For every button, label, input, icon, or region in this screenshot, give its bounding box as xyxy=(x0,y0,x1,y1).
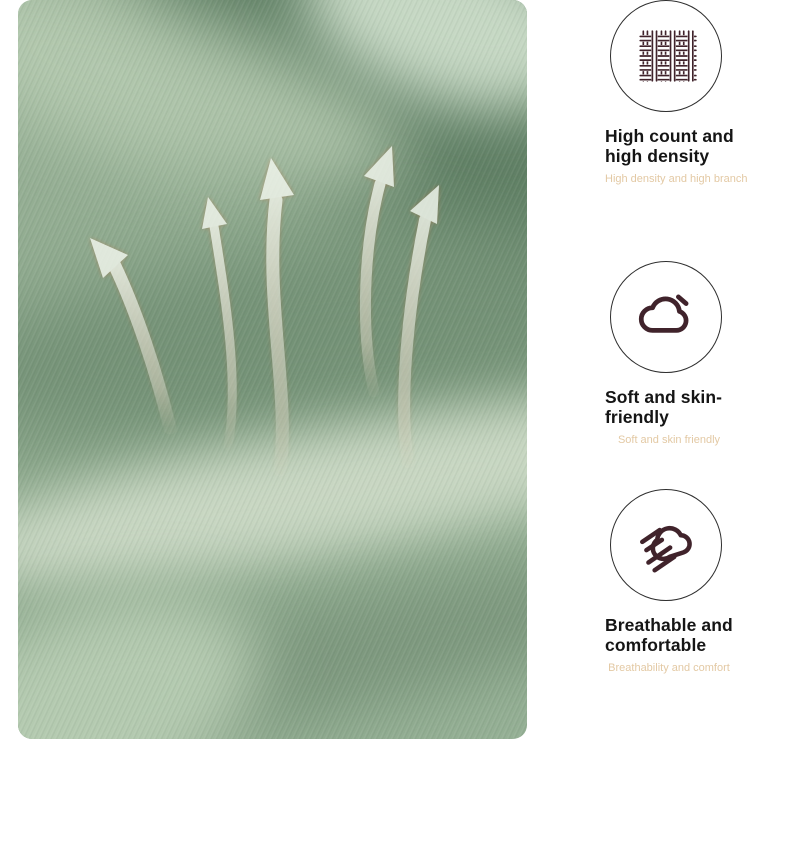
icon-circle xyxy=(610,0,722,112)
feature-title xyxy=(605,126,733,166)
feature-title-line2: high density xyxy=(605,146,710,166)
feature-title-line1: High count and xyxy=(605,126,734,146)
icon-circle xyxy=(610,261,722,373)
product-image xyxy=(18,0,527,739)
feature-title-line1: Soft and skin- xyxy=(605,387,723,407)
airflow-arrow-4 xyxy=(364,146,394,392)
feature-subtitle: Soft and skin friendly xyxy=(617,434,721,446)
cloud-icon xyxy=(633,284,699,350)
feature-card-soft xyxy=(605,261,733,446)
wind-icon xyxy=(633,512,699,578)
airflow-arrow-2 xyxy=(202,197,232,446)
feature-subtitle: Breathability and comfort xyxy=(608,662,730,674)
weave-icon xyxy=(633,23,699,89)
feature-subtitle: High density and high branch xyxy=(605,173,748,185)
feature-title-line2: comfortable xyxy=(605,635,707,655)
icon-circle xyxy=(610,489,722,601)
feature-card-breathable xyxy=(605,489,733,674)
airflow-arrow-5 xyxy=(404,185,439,462)
airflow-arrows xyxy=(18,0,527,739)
feature-title xyxy=(605,615,733,655)
feature-card-density xyxy=(605,0,748,185)
airflow-arrow-3 xyxy=(260,158,294,470)
feature-title-line1: Breathable and xyxy=(605,615,733,635)
feature-title xyxy=(605,387,733,427)
feature-title-line2: friendly xyxy=(605,407,670,427)
airflow-arrow-1 xyxy=(90,238,170,428)
